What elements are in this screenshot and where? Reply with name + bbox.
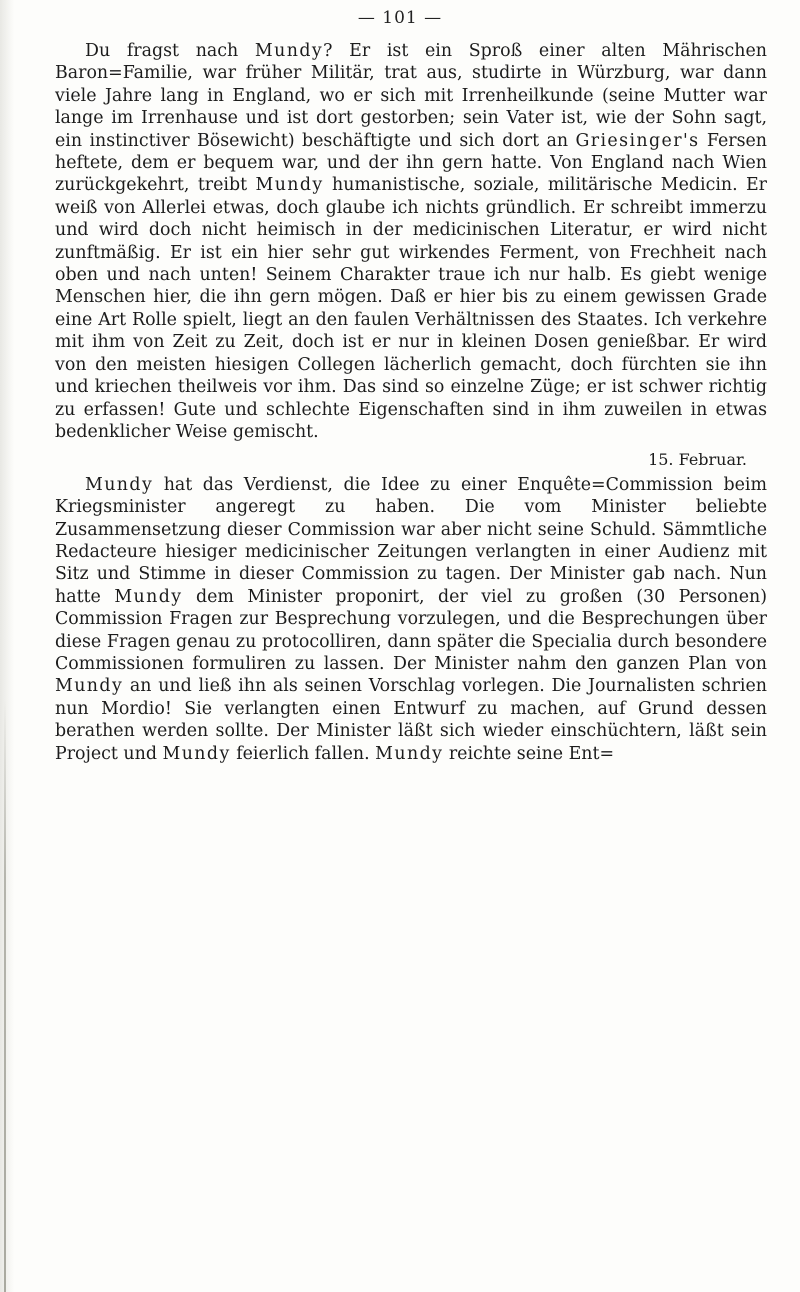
name-emphasis: Mundy xyxy=(254,41,324,61)
name-emphasis: Mundy xyxy=(255,175,324,196)
text-run: Du fragst nach xyxy=(85,41,255,61)
text-run: hat das Verdienst, die Idee zu einer Enquête=Commission beim Kriegsminister angeregt zu haben. Die vom Minister beliebte Zusammensetzung dieser Commission war aber nicht seine Schuld. Sämmtliche Redacteure hiesiger medicinischer Zeitungen verlangten in einer Audienz mit Sitz und Stimme in dieser Commission zu tagen. Der Minister gab nach. Nun hatte xyxy=(55,474,767,607)
name-emphasis: Mundy xyxy=(114,586,183,607)
body-text xyxy=(55,40,767,765)
text-run: Fersen heftete, dem er bequem war, und der ihn gern hatte. Von England nach Wien zurückgekehrt, treibt xyxy=(55,130,767,196)
page-edge-shadow xyxy=(0,0,14,1292)
text-run: feierlich fallen. xyxy=(230,743,376,764)
paragraph xyxy=(55,40,767,443)
name-emphasis: Mundy xyxy=(162,743,231,764)
name-emphasis: Mundy xyxy=(375,743,444,764)
text-run: ? Er ist ein Sproß einer alten Mährischen Baron=Familie, war früher Militär, trat aus, studirte in Würzburg, war dann viele Jahre lang in England, wo er sich mit Irrenheilkunde (seine Mutter war lange im Irrenhause und ist dort gestorben; sein Vater ist, wie der Sohn sagt, ein instinctiver Bösewicht) beschäftigte und sich dort an xyxy=(55,41,767,151)
name-emphasis: Mundy xyxy=(55,676,124,697)
text-run: dem Minister proponirt, der viel zu großen (30 Personen) Commission Fragen zur Besprechung vorzulegen, und die Besprechungen über diese Fragen genau zu protocolliren, dann später die Specialia durch besondere Commissionen formuliren zu lassen. Der Minister nahm den ganzen Plan von xyxy=(55,586,767,674)
text-run: reichte seine Ent= xyxy=(443,743,615,764)
page-gutter-line xyxy=(4,700,6,1292)
paragraph xyxy=(55,474,767,765)
name-emphasis: Griesinger's xyxy=(575,130,700,151)
date-line: 15. Februar. xyxy=(648,450,747,470)
page-number: — 101 — xyxy=(357,8,443,28)
text-run: an und ließ ihn als seinen Vorschlag vorlegen. Die Journalisten schrien nun Mordio! Sie verlangten einen Entwurf zu machen, auf Grund dessen berathen werden sollte. Der Minister läßt sich wieder einschüchtern, läßt sein Project und xyxy=(55,676,767,764)
name-emphasis: Mundy xyxy=(85,474,154,495)
text-run: humanistische, soziale, militärische Medicin. Er weiß von Allerlei etwas, doch glaube ich nichts gründlich. Er schreibt immerzu und wird doch nicht heimisch in der medicinischen Literatur, er wird nicht zunftmäßig. Er ist ein hier sehr gut wirkendes Ferment, von Frechheit nach oben und nach unten! Seinem Charakter traue ich nur halb. Es giebt wenige Menschen hier, die ihn gern mögen. Daß er hier bis zu einem gewissen Grade eine Art Rolle spielt, liegt an den faulen Verhältnissen des Staates. Ich verkehre mit ihm von Zeit zu Zeit, doch ist er nur in kleinen Dosen genießbar. Er wird von den meisten hiesigen Collegen lächerlich gemacht, doch fürchten sie ihn und kriechen theilweis vor ihm. Das sind so einzelne Züge; er ist schwer richtig zu erfassen! Gute und schlechte Eigenschaften sind in ihm zuweilen in etwas bedenklicher Weise gemischt. xyxy=(55,175,767,442)
